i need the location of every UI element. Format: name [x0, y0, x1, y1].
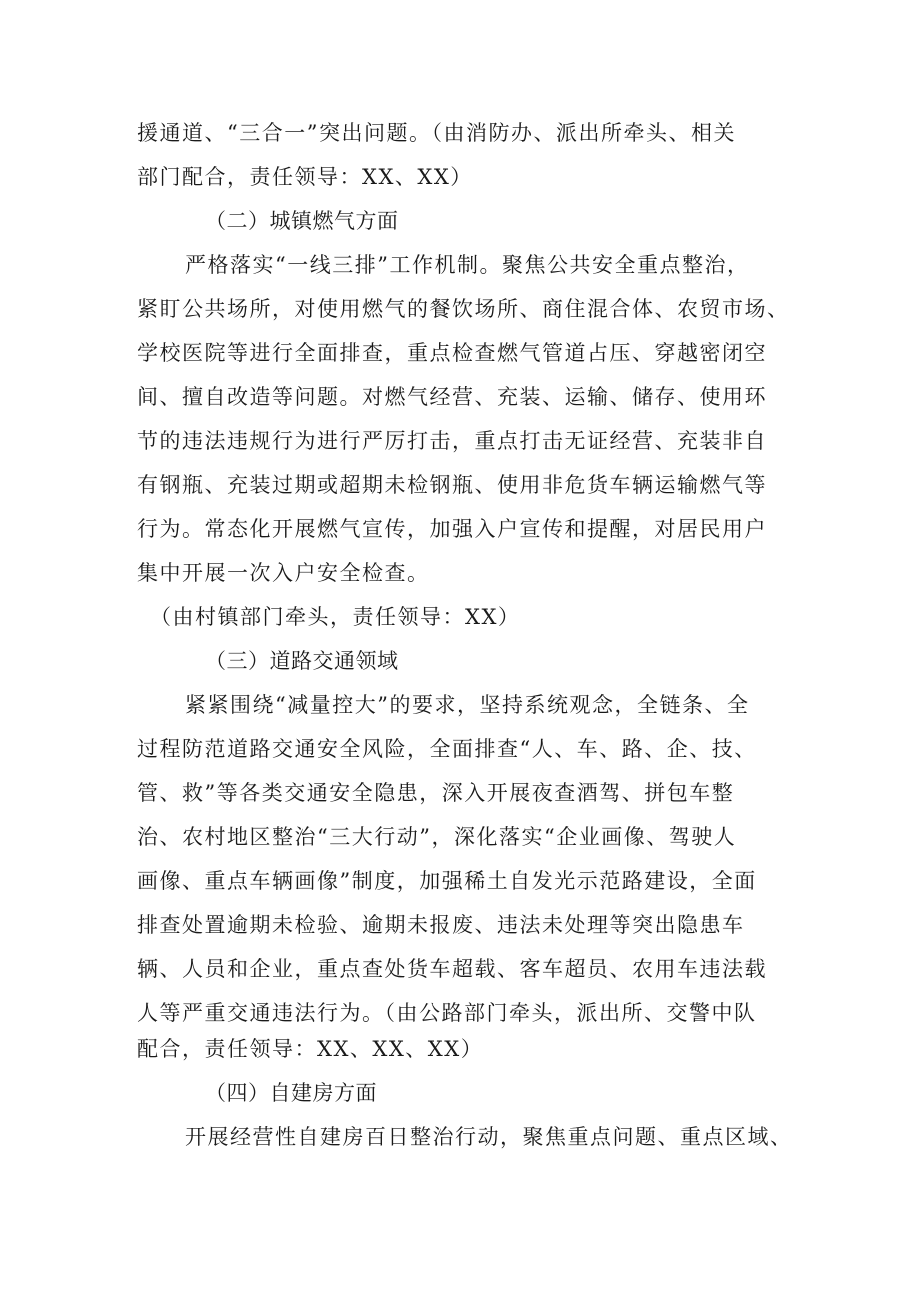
- paragraph-line: 部门配合，责任领导：XX、XX）: [137, 165, 473, 189]
- paragraph-line: 管、救”等各类交通安全隐患，深入开展夜查酒驾、拼包车整: [137, 781, 735, 805]
- paragraph-line: 治、农村地区整治“三大行动”，深化落实“企业画像、驾驶人: [137, 825, 737, 849]
- section-heading-self-built-housing: （四）自建房方面: [205, 1081, 377, 1105]
- section-heading-traffic: （三）道路交通领域: [205, 649, 399, 673]
- paragraph-line: 辆、人员和企业，重点查处货车超载、客车超员、农用车违法载: [137, 957, 767, 981]
- paragraph-line: 援通道、“三合一”突出问题。（由消防办、派出所牵头、相关: [137, 121, 736, 145]
- paragraph-line: 节的违法违规行为进行严厉打击，重点打击无证经营、充装非自: [137, 429, 767, 453]
- paragraph-line: 人等严重交通违法行为。（由公路部门牵头，派出所、交警中队: [137, 1001, 757, 1025]
- paragraph-line: 学校医院等进行全面排查，重点检查燃气管道占压、穿越密闭空: [137, 341, 767, 365]
- paragraph-line: 配合，责任领导：XX、XX、XX）: [137, 1037, 484, 1061]
- paragraph-line: 过程防范道路交通安全风险，全面排查“人、车、路、企、技、: [137, 737, 757, 761]
- paragraph-line: 紧盯公共场所，对使用燃气的餐饮场所、商住混合体、农贸市场、: [137, 297, 790, 321]
- paragraph-line: 集中开展一次入户安全检查。: [137, 561, 430, 585]
- paragraph-line: 画像、重点车辆画像”制度，加强稀土自发光示范路建设，全面: [137, 869, 757, 893]
- paragraph-line: 紧紧围绕“减量控大”的要求，坚持系统观念，全链条、全: [185, 693, 750, 717]
- paragraph-line: 排查处置逾期未检验、逾期未报废、违法未处理等突出隐患车: [137, 913, 745, 937]
- paragraph-line: 开展经营性自建房百日整治行动，聚焦重点问题、重点区域、: [185, 1125, 793, 1149]
- paragraph-line: （由村镇部门牵头，责任领导：XX）: [150, 605, 521, 629]
- paragraph-line: 严格落实“一线三排”工作机制。聚焦公共安全重点整治，: [185, 253, 750, 277]
- section-heading-gas: （二）城镇燃气方面: [205, 209, 399, 233]
- paragraph-line: 行为。常态化开展燃气宣传，加强入户宣传和提醒，对居民用户: [137, 517, 767, 541]
- paragraph-line: 有钢瓶、充装过期或超期未检钢瓶、使用非危货车辆运输燃气等: [137, 473, 767, 497]
- paragraph-line: 间、擅自改造等问题。对燃气经营、充装、运输、储存、使用环: [137, 385, 767, 409]
